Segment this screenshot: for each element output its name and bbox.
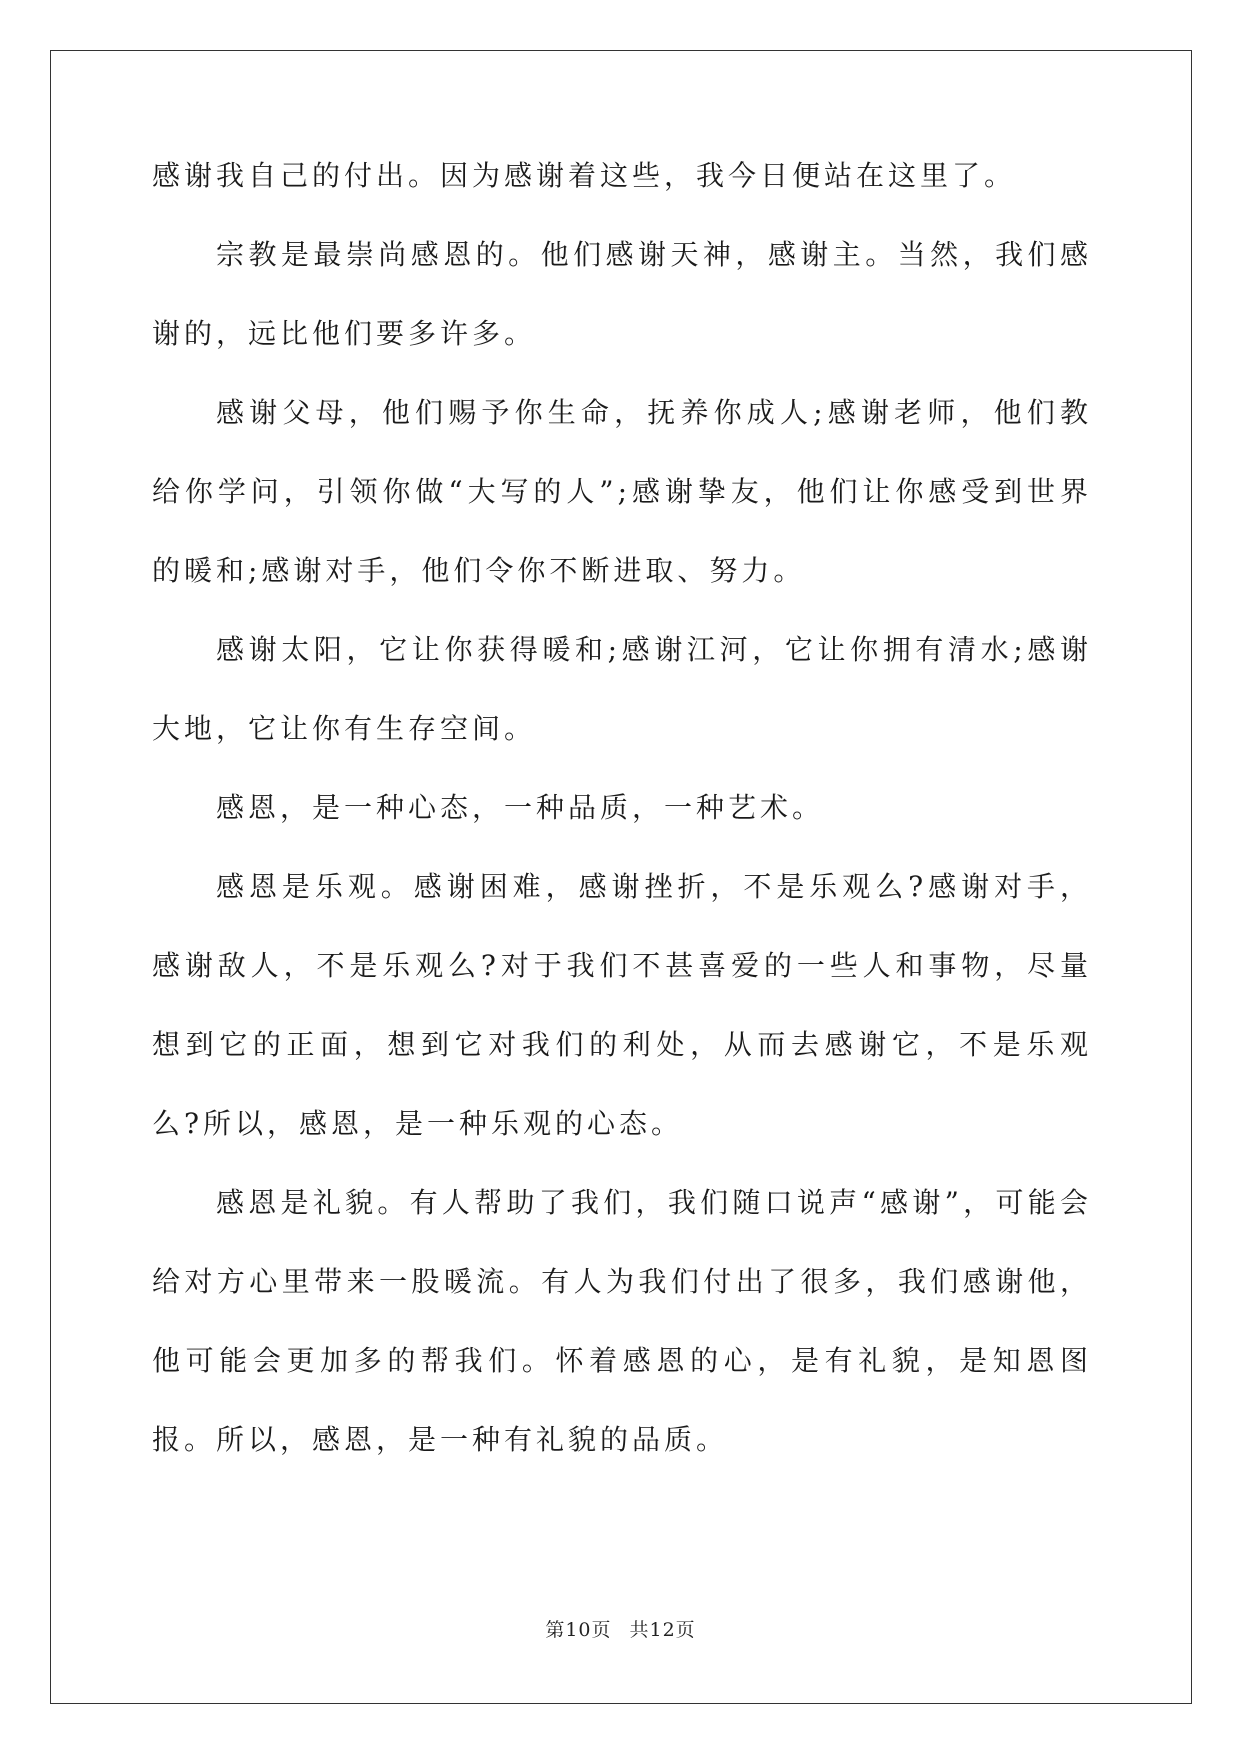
paragraph: 感恩是礼貌。有人帮助了我们，我们随口说声“感谢”，可能会给对方心里带来一股暖流。有人为我们付出了很多，我们感谢他，他可能会更加多的帮我们。怀着感恩的心，是有礼貌，是知恩图报。所以，感恩，是一种有礼貌的品质。	[152, 1186, 1092, 1456]
paragraph: 宗教是最崇尚感恩的。他们感谢天神，感谢主。当然，我们感谢的，远比他们要多许多。	[152, 238, 1092, 350]
page-number-current: 第10页	[545, 1619, 612, 1641]
document-body	[152, 158, 1092, 1479]
paragraph: 感谢太阳，它让你获得暖和;感谢江河，它让你拥有清水;感谢大地，它让你有生存空间。	[152, 633, 1092, 745]
paragraph: 感谢父母，他们赐予你生命，抚养你成人;感谢老师，他们教给你学问，引领你做“大写的人”;感谢挚友，他们让你感受到世界的暖和;感谢对手，他们令你不断进取、努力。	[152, 396, 1092, 587]
page-footer	[0, 1615, 1241, 1642]
paragraph: 感恩是乐观。感谢困难，感谢挫折，不是乐观么?感谢对手，感谢敌人，不是乐观么?对于我们不甚喜爱的一些人和事物，尽量想到它的正面，想到它对我们的利处，从而去感谢它，不是乐观么?所以，感恩，是一种乐观的心态。	[152, 870, 1092, 1140]
paragraph: 感恩，是一种心态，一种品质，一种艺术。	[216, 791, 825, 824]
page-number-total: 共12页	[629, 1619, 696, 1641]
paragraph: 感谢我自己的付出。因为感谢着这些，我今日便站在这里了。	[152, 159, 1017, 192]
